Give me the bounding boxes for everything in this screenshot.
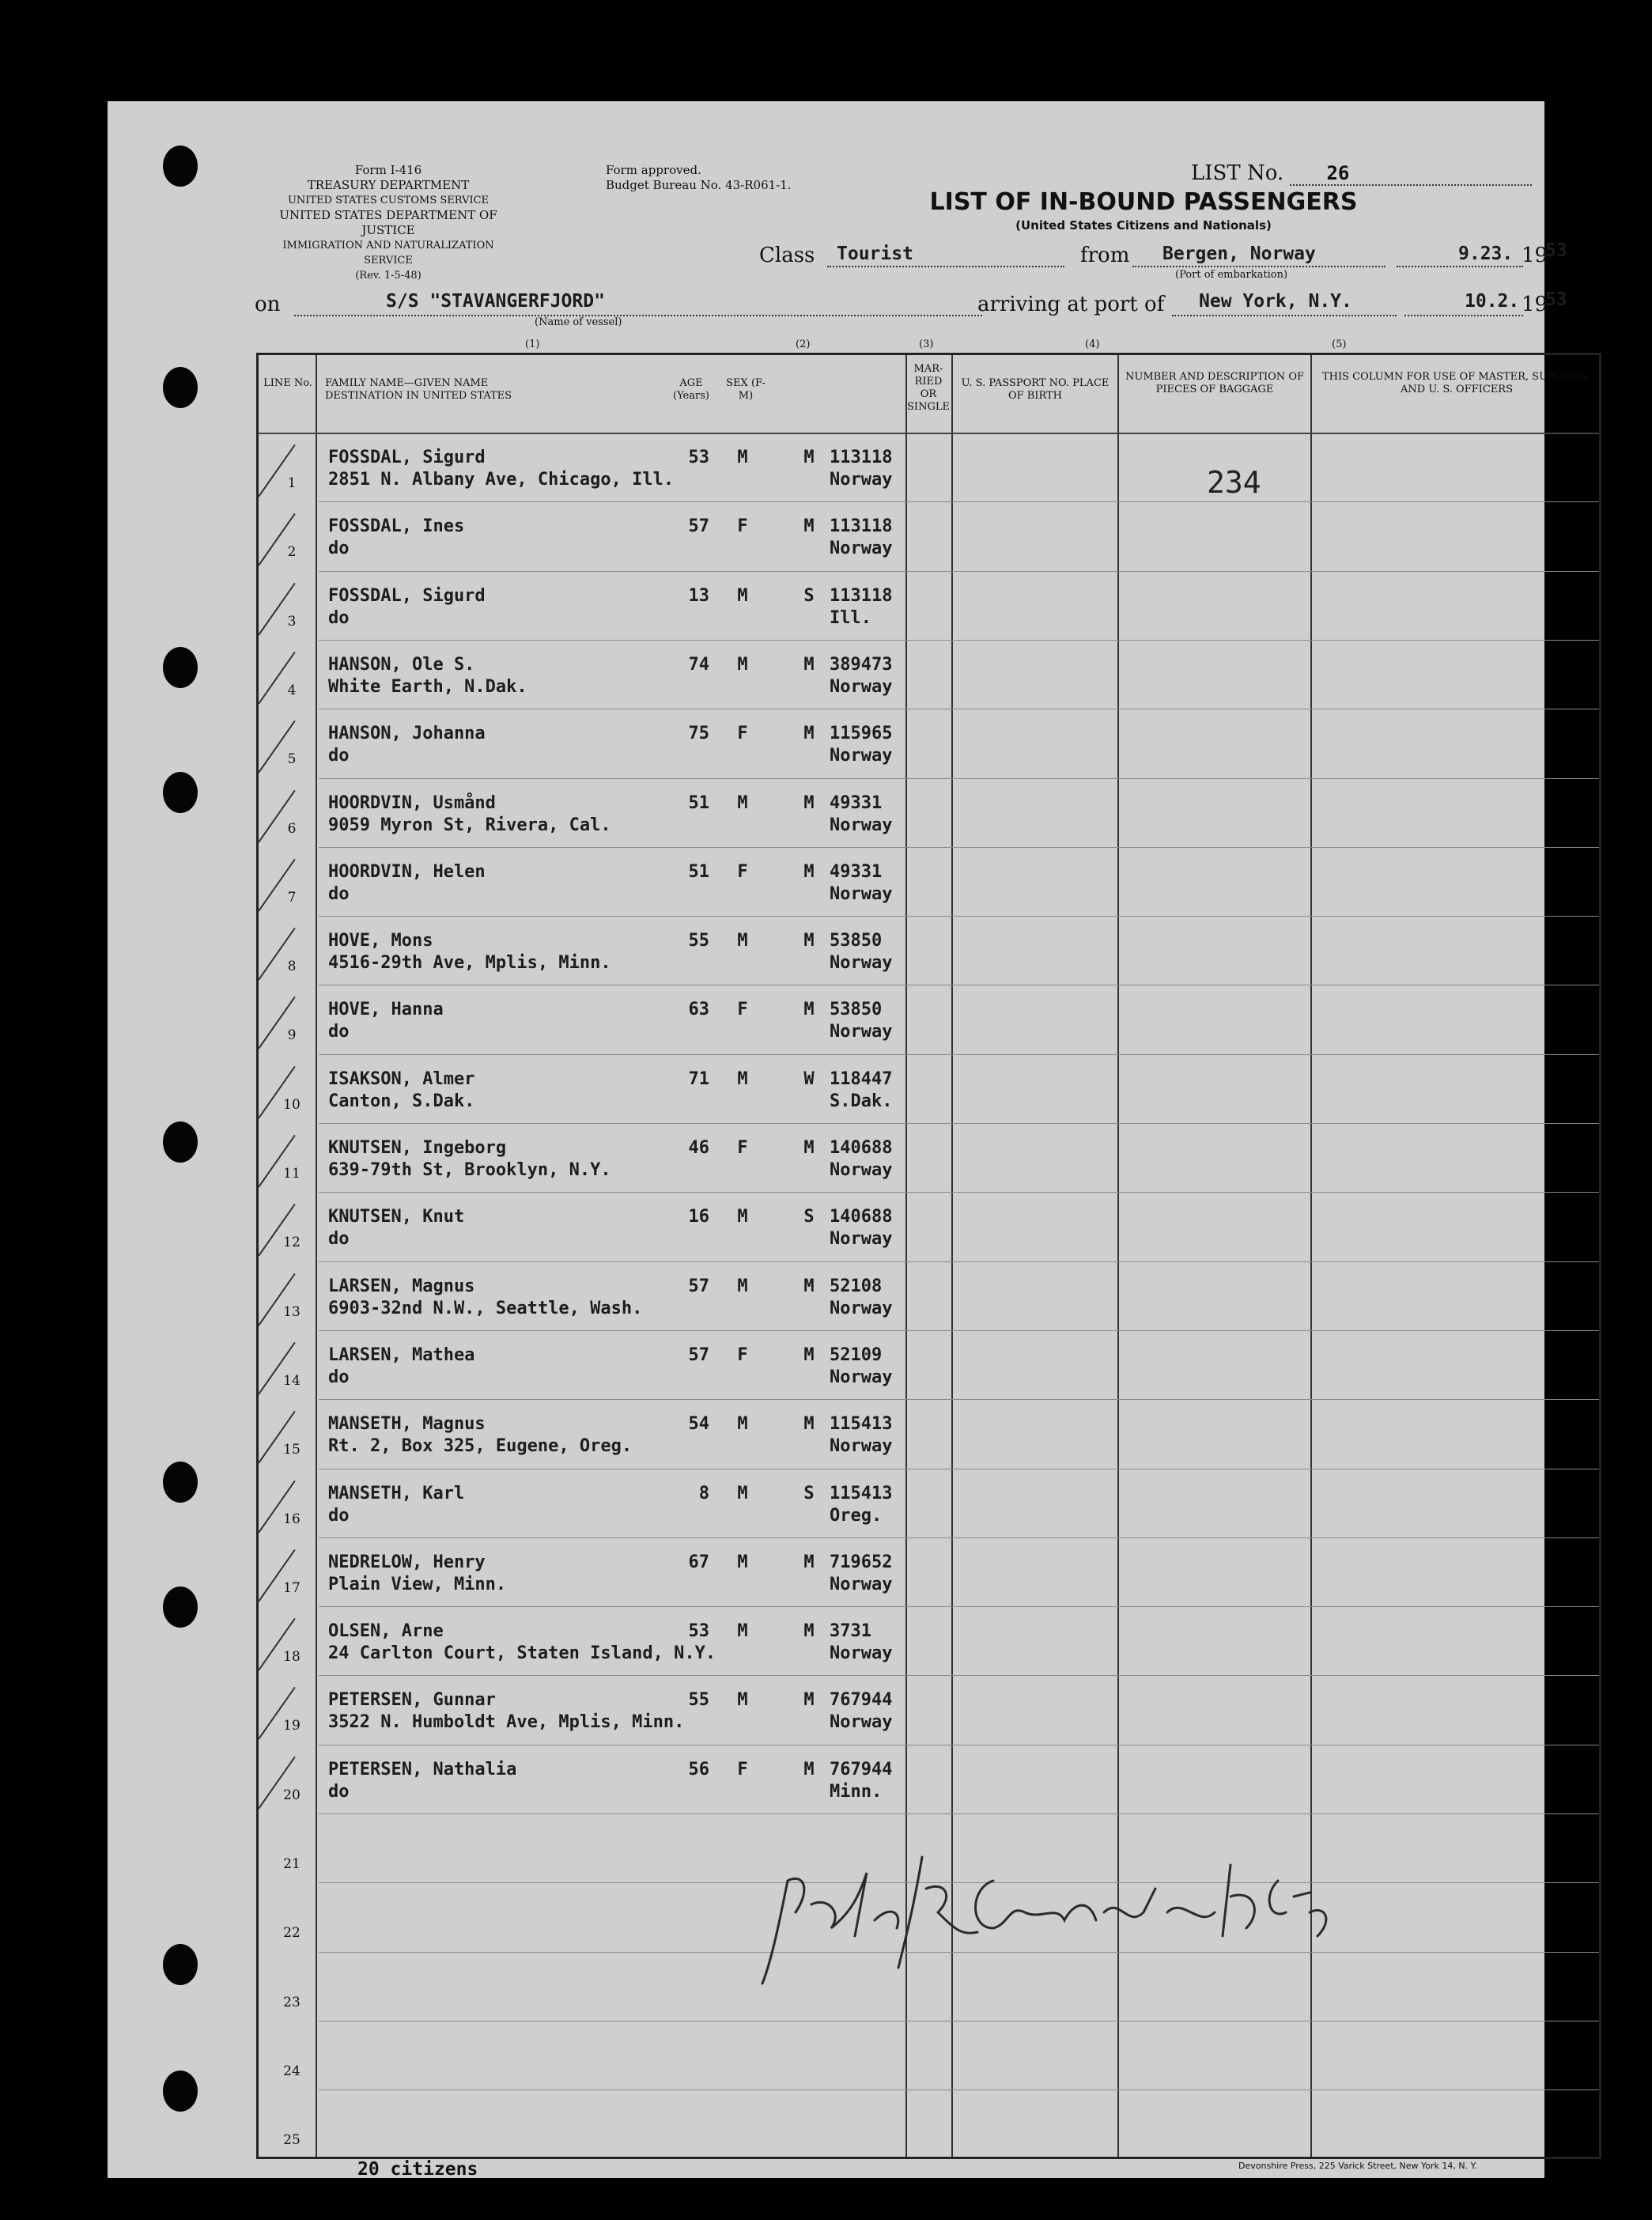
form-identification [262,163,515,283]
vessel-dotline [294,315,982,316]
from-value: Bergen, Norway [1162,244,1316,264]
passport-number: 49331 [830,861,883,882]
place-of-birth: Norway [830,1436,893,1457]
passenger-name: PETERSEN, Gunnar [328,1690,496,1711]
table-row [259,1399,1599,1468]
table-row [259,2090,1599,2158]
passport-number: 49331 [830,792,883,813]
destination: do [328,1367,350,1387]
age-value: 63 [688,1000,709,1020]
passport-number: 719652 [830,1552,893,1572]
age-value: 75 [688,724,709,744]
table-row [259,778,1599,847]
age-value: 74 [688,654,709,675]
punch-hole [163,1462,198,1503]
line-number: 2 [287,544,297,561]
line-number: 11 [283,1166,301,1182]
place-of-birth: Minn. [830,1781,883,1802]
destination: do [328,607,350,628]
col-number-3: (3) [919,338,934,350]
destination: 2851 N. Albany Ave, Chicago, Ill. [328,470,675,490]
passport-number: 52108 [830,1276,883,1296]
age-value: 13 [688,585,709,606]
arriving-label: arriving at port of [977,293,1165,316]
destination: 9059 Myron St, Rivera, Cal. [328,815,611,835]
official-number: 234 [1207,465,1261,500]
depart-date: 9.23. [1458,244,1514,264]
class-label: Class [759,244,815,267]
manifest-page [108,101,1592,2180]
place-of-birth: Oreg. [830,1505,883,1526]
table-row [259,1261,1599,1330]
line-number: 10 [283,1096,301,1113]
place-of-birth: Norway [830,1229,893,1250]
sex-value: F [737,1344,748,1365]
line-number: 3 [287,613,297,630]
age-value: 53 [688,448,709,467]
place-of-birth: Norway [830,883,893,904]
sex-value: M [737,1552,748,1572]
page-title: LIST OF IN-BOUND PASSENGERS [929,188,1358,216]
marital-status: M [803,1276,815,1296]
marital-status: M [803,448,815,467]
line-number: 25 [283,2132,301,2149]
destination: do [328,539,350,559]
passport-number: 389473 [830,654,893,675]
punch-hole [163,1121,198,1163]
line-number: 12 [283,1235,301,1251]
table-row [259,1192,1599,1261]
destination: Plain View, Minn. [328,1574,507,1594]
age-value: 46 [688,1138,709,1158]
punch-hole [163,367,198,408]
passport-number: 115413 [830,1414,893,1435]
passport-number: 115965 [830,724,893,744]
punch-hole [163,1587,198,1628]
arrival-year-prefix: 19 [1522,293,1548,316]
budget-bureau: Budget Bureau No. 43-R061-1. [606,178,792,192]
table-row [259,847,1599,916]
destination: do [328,1022,350,1042]
sex-value: F [737,1138,748,1158]
passenger-name: KNUTSEN, Knut [328,1207,465,1227]
passport-number: 52109 [830,1344,883,1365]
sex-value: F [737,516,748,537]
table-row [259,1606,1599,1675]
line-number: 17 [283,1579,301,1596]
passenger-name: FOSSDAL, Sigurd [328,585,486,606]
form-rev: (Rev. 1-5-48) [355,270,422,282]
list-number [1191,161,1532,186]
col-number-4: (4) [1085,338,1100,350]
punch-hole [163,772,198,813]
form-dept: TREASURY DEPARTMENT [307,178,470,192]
col-number-5: (5) [1332,338,1347,350]
header-officers: THIS COLUMN FOR USE OF MASTER, SURGEON, AND U. S. OFFICERS [1321,371,1592,395]
vessel-name: S/S "STAVANGERFJORD" [386,291,605,312]
header-age: AGE (Years) [673,377,709,402]
passenger-name: HOVE, Mons [328,931,433,951]
class-value: Tourist [837,244,913,264]
sex-value: M [737,1207,748,1227]
passenger-name: MANSETH, Karl [328,1483,465,1503]
line-number: 1 [287,475,297,491]
marital-status: M [803,1344,815,1365]
destination: do [328,883,350,904]
line-number: 13 [283,1303,301,1320]
list-no-value: 26 [1290,162,1532,186]
passport-number: 3731 [830,1621,871,1642]
line-number: 4 [287,682,297,698]
place-of-birth: S.Dak. [830,1091,893,1111]
age-value: 8 [698,1483,709,1503]
place-of-birth: Norway [830,470,893,490]
sex-value: M [737,654,748,675]
marital-status: M [803,1552,815,1572]
line-number: 9 [287,1027,297,1044]
punch-hole [163,647,198,688]
passport-number: 140688 [830,1138,893,1158]
age-value: 16 [688,1207,709,1227]
form-justice: UNITED STATES DEPARTMENT OF JUSTICE [279,208,497,237]
age-value: 51 [688,792,709,813]
passenger-name: HANSON, Ole S. [328,654,475,675]
port-caption: (Port of embarkation) [1175,269,1288,281]
passport-number: 118447 [830,1068,893,1089]
table-row [259,1675,1599,1744]
arrival-year: 53 [1545,289,1567,310]
marital-status: M [803,861,815,882]
marital-status: M [803,1000,815,1020]
destination: 24 Carlton Court, Staten Island, N.Y. [328,1643,716,1664]
header-passport: U. S. PASSPORT NO. PLACE OF BIRTH [961,377,1110,402]
line-number: 22 [283,1925,301,1942]
header-baggage: NUMBER AND DESCRIPTION OF PIECES OF BAGGAGE [1125,371,1304,395]
marital-status: M [803,724,815,744]
sex-value: M [737,1621,748,1642]
sex-value: M [737,448,748,467]
destination: do [328,746,350,766]
line-number: 14 [283,1372,301,1389]
list-no-label: LIST No. [1191,161,1284,185]
from-label: from [1080,244,1130,267]
table-row [259,1537,1599,1606]
destination: 639-79th St, Brooklyn, N.Y. [328,1160,611,1180]
destination: do [328,1505,350,1526]
passenger-name: HOORDVIN, Usmånd [328,792,496,813]
age-value: 53 [688,1621,709,1642]
sex-value: M [737,1483,748,1503]
form-approval [606,163,859,193]
marital-status: M [803,516,815,537]
col-number-1: (1) [525,338,540,350]
table-row [259,433,1599,501]
passenger-name: HOORDVIN, Helen [328,861,486,882]
table-row [259,501,1599,570]
line-number: 8 [287,959,297,975]
sex-value: M [737,931,748,951]
passport-number: 113118 [830,516,893,537]
sex-value: M [737,1690,748,1711]
age-value: 71 [688,1068,709,1089]
line-number: 16 [283,1511,301,1527]
passport-number: 140688 [830,1207,893,1227]
passenger-name: FOSSDAL, Ines [328,516,465,537]
age-value: 57 [688,1344,709,1365]
depart-year: 53 [1545,240,1567,261]
sex-value: M [737,1276,748,1296]
marital-status: M [803,1621,815,1642]
table-row [259,1330,1599,1399]
passenger-name: LARSEN, Mathea [328,1344,475,1365]
line-number: 6 [287,820,297,837]
destination: 3522 N. Humboldt Ave, Mplis, Minn. [328,1712,685,1733]
header-married: MAR-RIED OR SINGLE [907,363,950,413]
form-customs: UNITED STATES CUSTOMS SERVICE [287,195,490,206]
place-of-birth: Norway [830,1298,893,1318]
inspector-signature [756,1849,1341,1991]
place-of-birth: Norway [830,953,893,974]
sex-value: M [737,1068,748,1089]
sex-value: F [737,724,748,744]
marital-status: M [803,931,815,951]
sex-value: F [737,1000,748,1020]
passenger-name: FOSSDAL, Sigurd [328,448,486,467]
age-value: 55 [688,1690,709,1711]
place-of-birth: Norway [830,1160,893,1180]
place-of-birth: Norway [830,539,893,559]
marital-status: S [803,1207,815,1227]
depart-date-dotline [1397,266,1523,267]
marital-status: M [803,1414,815,1435]
table-row [259,916,1599,985]
arrival-date: 10.2. [1465,291,1520,312]
passenger-name: LARSEN, Magnus [328,1276,475,1296]
table-row [259,1054,1599,1123]
punch-hole [163,1944,198,1985]
passport-number: 767944 [830,1759,893,1779]
marital-status: M [803,1690,815,1711]
line-number: 18 [283,1649,301,1666]
age-value: 55 [688,931,709,951]
line-number: 5 [287,751,297,768]
form-approved: Form approved. [606,163,701,177]
table-row [259,1123,1599,1192]
header-line-no: LINE No. [263,377,312,389]
place-of-birth: Norway [830,746,893,766]
passenger-name: KNUTSEN, Ingeborg [328,1138,507,1158]
passport-number: 767944 [830,1690,893,1711]
passenger-name: ISAKSON, Almer [328,1068,475,1089]
citizens-count: 20 citizens [357,2159,478,2180]
table-row [259,985,1599,1053]
line-number: 15 [283,1442,301,1458]
marital-status: M [803,1138,815,1158]
depart-year-prefix: 19 [1522,244,1548,267]
arrival-port: New York, N.Y. [1199,291,1352,312]
destination: do [328,1781,350,1802]
passport-number: 53850 [830,931,883,951]
age-value: 67 [688,1552,709,1572]
form-number: Form I-416 [354,163,422,177]
sex-value: M [737,792,748,813]
destination: White Earth, N.Dak. [328,676,527,697]
line-number: 19 [283,1718,301,1734]
form-ins: IMMIGRATION AND NATURALIZATION SERVICE [282,240,494,267]
table-row [259,709,1599,777]
passenger-name: PETERSEN, Nathalia [328,1759,517,1779]
table-row [259,640,1599,709]
passport-number: 115413 [830,1483,893,1503]
header-name [325,377,562,403]
table-row [259,571,1599,640]
sex-value: F [737,861,748,882]
header-destination-text: DESTINATION IN UNITED STATES [325,390,512,402]
marital-status: M [803,792,815,813]
place-of-birth: Ill. [830,607,871,628]
table-row [259,1745,1599,1813]
punch-hole [163,146,198,187]
col-number-2: (2) [796,338,811,350]
sex-value: M [737,585,748,606]
header-name-text: FAMILY NAME—GIVEN NAME [325,377,489,389]
destination: Canton, S.Dak. [328,1091,475,1111]
sex-value: M [737,1414,748,1435]
passenger-name: HOVE, Hanna [328,1000,444,1020]
marital-status: W [803,1068,815,1089]
place-of-birth: Norway [830,1022,893,1042]
marital-status: S [803,1483,815,1503]
place-of-birth: Norway [830,676,893,697]
age-value: 57 [688,516,709,537]
place-of-birth: Norway [830,815,893,835]
marital-status: M [803,654,815,675]
passenger-name: NEDRELOW, Henry [328,1552,486,1572]
vessel-caption: (Name of vessel) [535,316,622,328]
place-of-birth: Norway [830,1367,893,1387]
page-subtitle: (United States Citizens and Nationals) [1015,218,1272,233]
age-value: 56 [688,1759,709,1779]
age-value: 54 [688,1414,709,1435]
on-label: on [255,293,281,316]
line-number: 24 [283,2063,301,2079]
age-value: 57 [688,1276,709,1296]
punch-hole [163,2071,198,2112]
line-number: 21 [283,1856,301,1872]
marital-status: S [803,585,815,606]
from-dotline [1132,266,1385,267]
passport-number: 113118 [830,448,893,467]
table-row [259,1469,1599,1537]
place-of-birth: Norway [830,1574,893,1594]
line-number: 20 [283,1787,301,1803]
place-of-birth: Norway [830,1712,893,1733]
table-row [259,2021,1599,2090]
class-dotline [827,266,1064,267]
passport-number: 53850 [830,1000,883,1020]
header-sex: SEX (F-M) [726,377,766,402]
destination: Rt. 2, Box 325, Eugene, Oreg. [328,1436,633,1457]
line-number: 7 [287,889,297,906]
sex-value: F [737,1759,748,1779]
passport-number: 113118 [830,585,893,606]
passenger-name: HANSON, Johanna [328,724,486,744]
destination: 4516-29th Ave, Mplis, Minn. [328,953,611,974]
place-of-birth: Norway [830,1643,893,1664]
arrival-port-dotline [1172,315,1397,316]
line-number: 23 [283,1994,301,2010]
destination: 6903-32nd N.W., Seattle, Wash. [328,1298,643,1318]
arrival-date-dotline [1404,315,1523,316]
passenger-name: MANSETH, Magnus [328,1414,486,1435]
age-value: 51 [688,861,709,882]
destination: do [328,1229,350,1250]
marital-status: M [803,1759,815,1779]
printer-imprint: Devonshire Press, 225 Varick Street, New York 14, N. Y. [1238,2161,1477,2171]
passenger-name: OLSEN, Arne [328,1621,444,1642]
